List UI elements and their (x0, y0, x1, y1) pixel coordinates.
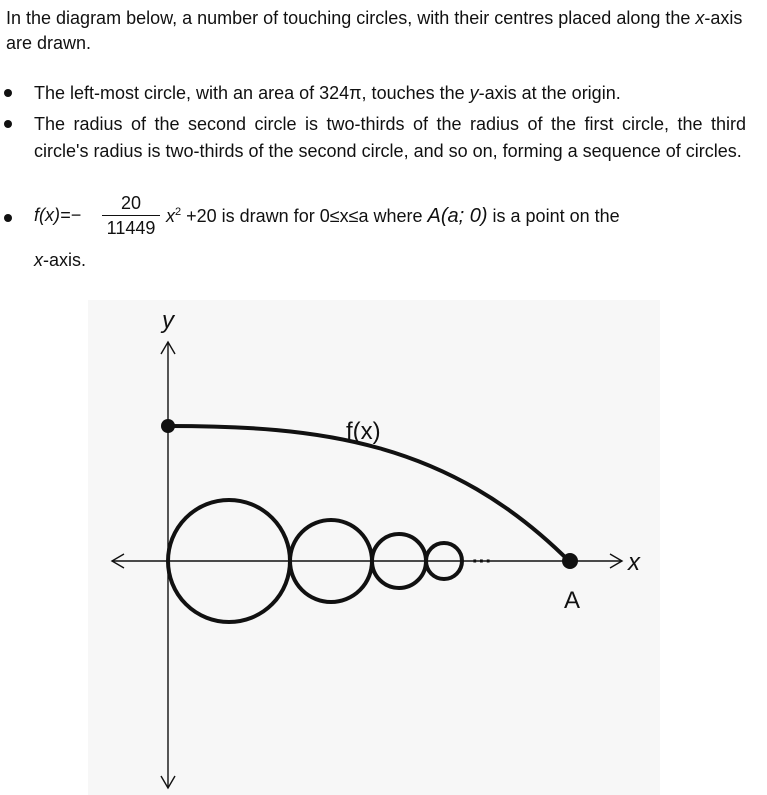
circles-diagram (88, 300, 660, 795)
formula-rest (166, 205, 620, 228)
intro-text-1: In the diagram below, a number of touching circles, with their centres placed along the (6, 8, 696, 28)
fraction-numerator: 20 (120, 193, 142, 213)
formula-axis-line (34, 250, 86, 271)
y-axis-label: y (162, 307, 174, 334)
fraction-denominator: 11449 (106, 218, 156, 239)
bullet-dot-icon (4, 120, 12, 128)
bullet-dot-icon (4, 89, 12, 97)
bullet-1-part2: -axis at the origin. (478, 83, 621, 103)
fraction-bar (102, 215, 160, 216)
formula-point: A(a; 0) (427, 205, 488, 227)
formula-x: x (166, 206, 175, 226)
formula-axis-x: x (34, 250, 43, 270)
formula-axis-rest: -axis. (43, 250, 87, 270)
formula-exponent: 2 (175, 206, 182, 218)
formula-fraction (102, 192, 160, 239)
bullet-1-text (34, 80, 746, 106)
intro-paragraph (6, 6, 754, 56)
intro-text-2: -axis are drawn. (6, 8, 743, 53)
curve-label: f(x) (346, 418, 381, 445)
formula-line (34, 205, 81, 226)
bullet-2-text: The radius of the second circle is two-thirds of the radius of the first circle, the third circle's radius is two-thirds of the second circle, and so on, forming a sequence of circles. (34, 114, 746, 161)
bullet-1-y-italic: y (469, 83, 479, 103)
y-intercept-point (161, 419, 175, 433)
x-axis-label: x (628, 549, 640, 576)
formula-lhs: f(x)=− (34, 205, 82, 225)
bullet-dot-icon (4, 214, 12, 222)
ellipsis: ··· (472, 551, 492, 573)
formula-tail: is a point on the (487, 206, 620, 226)
formula-rest-text: +20 is drawn for 0≤x≤a where (181, 206, 428, 226)
bullet-list (0, 80, 767, 280)
point-a-label: A (564, 587, 581, 614)
point-a (562, 553, 578, 569)
intro-x-italic: x (695, 8, 705, 28)
bullet-1-part1: The left-most circle, with an area of 324π, touches the (34, 83, 470, 103)
